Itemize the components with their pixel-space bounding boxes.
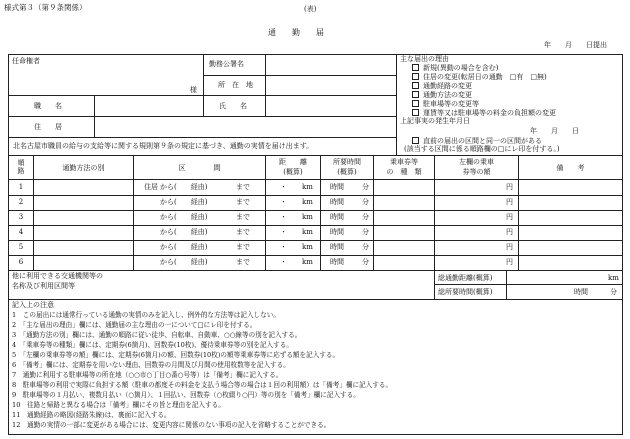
yen-unit: 円 [506, 228, 513, 236]
col-remarks: 備 考 [556, 164, 585, 172]
reason-label: 新規(異動の場合を含む) [423, 64, 499, 72]
route-from: から( 経由) [160, 228, 208, 236]
note-item: 6 「備考」欄には、定期券を用いない理由、回数券の月間及び月間の使用枚数等を記入する。 [12, 361, 290, 369]
distance-dot: ・ [280, 243, 287, 251]
route-from: から( 経由) [160, 198, 208, 206]
address-field[interactable] [95, 117, 395, 136]
note-item: 1 この届出には通常行っている通勤の実情のみを記入し、例外的な方法等は記入しない。 [12, 311, 280, 319]
reason-item-address[interactable] [412, 73, 547, 81]
row-number: 6 [18, 258, 24, 266]
office-name-field[interactable] [266, 55, 395, 74]
yen-unit: 円 [506, 258, 513, 266]
remarks-field[interactable] [519, 181, 621, 194]
row-number: 4 [18, 228, 24, 236]
note-item: 5 「左欄の乗車券等の額」欄には、定期券(6箇月)の額、回数券(10枚)の額等乗車券等に応ずる額を記入する。 [12, 351, 340, 359]
method-field[interactable] [34, 181, 132, 194]
same-section-label: 直前の届出の区間と同一の区間がある [423, 137, 542, 145]
distance-dot: ・ [280, 213, 287, 221]
method-field[interactable] [34, 226, 132, 239]
total-time-hours: 時間 [574, 288, 588, 296]
ticket-field[interactable] [374, 211, 433, 224]
distance-unit: km [302, 198, 313, 206]
col-method: 通勤方法の別 [62, 164, 105, 172]
reason-item-route[interactable] [412, 82, 472, 90]
declaration-text: 北名古屋市職員の給与の支給等に関する規則第９条の規定に基づき、通勤の実情を届け出ます。 [13, 142, 314, 150]
route-from: から( 経由) [160, 183, 208, 191]
remarks-field[interactable] [519, 256, 621, 269]
reasons-title: 主な届出の理由 [400, 55, 449, 63]
reason-label: 駐車場等の変更等 [423, 100, 479, 108]
col-section: 区 間 [178, 164, 221, 172]
notes-title: 記入上の注意 [12, 301, 54, 309]
ticket-field[interactable] [374, 226, 433, 239]
location-label: 所 在 地 [218, 81, 253, 89]
ticket-field[interactable] [374, 181, 433, 194]
total-distance-label: 総通勤距離(概算) [438, 274, 493, 282]
method-field[interactable] [34, 196, 132, 209]
checkbox-icon[interactable] [412, 100, 419, 107]
route-to: まで [236, 258, 250, 266]
note-item: 3 「通勤方法の別」欄には、通勤の順路に従い徒歩、自転車、自動車、○○線等の別を記入する。 [12, 331, 302, 339]
address-label: 住 居 [34, 123, 62, 131]
remarks-field[interactable] [519, 211, 621, 224]
note-item: 10 往路と帰路と異なる場合は「備考」欄にその旨と理由を記入する。 [12, 401, 225, 409]
distance-unit: km [302, 228, 313, 236]
office-name-label: 勤務公署名 [209, 60, 244, 68]
ticket-field[interactable] [374, 196, 433, 209]
distance-dot: ・ [280, 258, 287, 266]
remarks-field[interactable] [519, 241, 621, 254]
total-distance-unit: km [608, 274, 619, 282]
route-from: から( 経由) [160, 258, 208, 266]
yen-unit: 円 [506, 213, 513, 221]
form-number: 様式第３（第９条関係） [4, 3, 87, 12]
other-transport-field[interactable] [130, 271, 433, 298]
route-to: まで [236, 228, 250, 236]
row-number: 5 [18, 243, 24, 251]
reason-label: 通勤経路の変更 [423, 82, 472, 90]
minutes-unit: 分 [362, 198, 369, 206]
reason-label: 住居の変更(転居日の通勤 □有 □無) [423, 73, 547, 81]
checkbox-icon[interactable] [412, 91, 419, 98]
minutes-unit: 分 [362, 243, 369, 251]
yen-unit: 円 [506, 243, 513, 251]
occurrence-date: 年 月 日 [530, 127, 579, 135]
minutes-unit: 分 [362, 183, 369, 191]
hours-unit: 時間 [330, 243, 344, 251]
route-to: まで [236, 198, 250, 206]
remarks-field[interactable] [519, 226, 621, 239]
position-field[interactable] [95, 96, 202, 115]
ticket-field[interactable] [374, 241, 433, 254]
route-from: から( 経由) [160, 243, 208, 251]
note-item: 2 「主な届出の理由」欄には、通勤届の主な理由の一について□にレ印を付する。 [12, 321, 257, 329]
yen-unit: 円 [506, 198, 513, 206]
row-number: 3 [18, 213, 24, 221]
checkbox-icon[interactable] [412, 137, 419, 144]
reason-item-method[interactable] [412, 91, 472, 99]
reason-label: 運賃等又は駐車場等の料金の負担額の変更 [423, 109, 556, 117]
ticket-field[interactable] [374, 256, 433, 269]
route-to: まで [236, 213, 250, 221]
reason-label: 通勤方法の変更 [423, 91, 472, 99]
col-order-label: 順路 [17, 159, 25, 175]
hours-unit: 時間 [330, 228, 344, 236]
distance-unit: km [302, 183, 313, 191]
distance-dot: ・ [280, 183, 287, 191]
row-number: 1 [18, 183, 24, 191]
note-item: 9 駐車場等の１月払い、複数月払い（○箇月）、１回払い、回数券（○枚綴り○円）等の別を「備考」欄に記入する。 [12, 391, 360, 399]
minutes-unit: 分 [362, 228, 369, 236]
checkbox-icon[interactable] [412, 64, 419, 71]
distance-unit: km [302, 213, 313, 221]
name-label: 氏 名 [219, 102, 247, 110]
note-item: 11 通勤経路の略図(経路朱線)は、裏面に記入する。 [12, 411, 171, 419]
route-from: から( 経由) [160, 213, 208, 221]
col-left-amount-sub: 券等の額 [462, 168, 491, 176]
method-field[interactable] [34, 256, 132, 269]
checkbox-icon[interactable] [412, 109, 419, 116]
checkbox-icon[interactable] [412, 82, 419, 89]
checkbox-icon[interactable] [412, 73, 419, 80]
minutes-unit: 分 [362, 258, 369, 266]
other-transport-label-1: 他に利用できる交通機関等の [12, 272, 103, 280]
form-title: 通 勤 届 [268, 28, 324, 37]
hours-unit: 時間 [330, 198, 344, 206]
total-time-minutes: 分 [610, 288, 617, 296]
row-number: 2 [18, 198, 24, 206]
note-item: 8 駐車場等の利用で実際に負担する額（駐車の都度その料金を支払う場合等の場合は１回の利用額）は「備考」欄に記入する。 [12, 381, 393, 389]
col-time-sub: (概算) [337, 168, 357, 176]
distance-dot: ・ [280, 228, 287, 236]
col-time: 所要時間 [333, 158, 361, 166]
hours-unit: 時間 [330, 258, 344, 266]
location-field[interactable] [266, 76, 395, 94]
col-ticket-sub: の 種 類 [386, 168, 422, 176]
method-field[interactable] [34, 241, 132, 254]
note-item: 12 通勤の実情の一部に変更がある場合には、変更内容に関係のない事項の記入を省略することができる。 [12, 421, 331, 429]
distance-unit: km [302, 258, 313, 266]
same-section-note: (該当する区間に係る順路欄の□にレ印を付する。) [404, 145, 560, 153]
reason-item-fare[interactable] [412, 109, 556, 117]
col-left-amount: 左欄の乗車 [459, 158, 494, 166]
submission-date: 年 月 日提出 [544, 41, 607, 49]
other-transport-label-2: 名称及び利用区間等 [12, 282, 75, 290]
occurrence-label: 上記事実の発生年月日 [400, 117, 470, 125]
hours-unit: 時間 [330, 213, 344, 221]
method-field[interactable] [34, 211, 132, 224]
page-side-label: (表) [304, 5, 317, 13]
route-to: まで [236, 243, 250, 251]
yen-unit: 円 [506, 183, 513, 191]
note-item: 4 「乗車券等の種類」欄には、定期券(6箇月)、回数券(10枚)、優待乗車券等の別を記入する。 [12, 341, 293, 349]
col-order [9, 159, 33, 175]
remarks-field[interactable] [519, 196, 621, 209]
appointer-sama: 様 [190, 86, 197, 94]
appointer-label: 任命権者 [12, 57, 40, 65]
col-distance-sub: (概算) [283, 168, 303, 176]
route-from-prefix: 住居 [144, 183, 158, 191]
distance-dot: ・ [280, 198, 287, 206]
col-ticket: 乗車券等 [390, 158, 418, 166]
same-section-item[interactable] [412, 137, 542, 145]
reason-item-new[interactable] [412, 64, 498, 72]
position-label: 職 名 [34, 102, 62, 110]
hours-unit: 時間 [330, 183, 344, 191]
name-field[interactable] [266, 96, 395, 115]
total-time-label: 総所要時間(概算) [438, 288, 493, 296]
minutes-unit: 分 [362, 213, 369, 221]
col-distance: 距 離 [279, 158, 307, 166]
distance-unit: km [302, 243, 313, 251]
reason-item-parking[interactable] [412, 100, 479, 108]
route-to: まで [236, 183, 250, 191]
note-item: 7 通勤に利用する駐車場等の所在地（○○市○丁目○番○号等）は「備考」欄に記入する。 [12, 371, 283, 379]
